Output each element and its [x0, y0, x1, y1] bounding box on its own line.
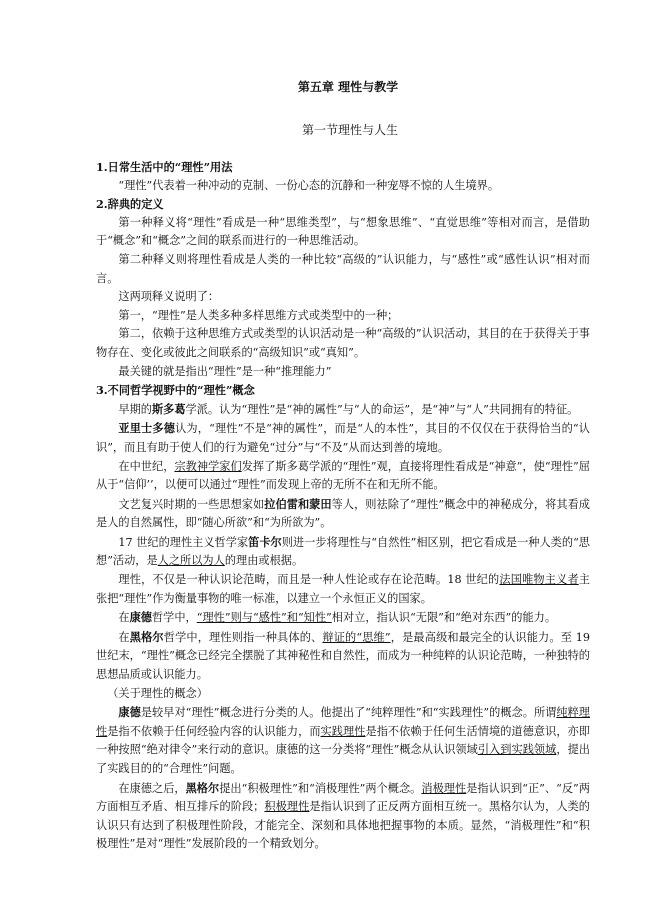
bold-term: 斯多葛 — [151, 401, 186, 416]
underlined-term: 积极理性 — [264, 800, 310, 814]
chapter-title: 第五章 理性与教学 — [297, 80, 399, 94]
text: 在中世纪， — [118, 459, 175, 473]
bold-term: 拉伯雷和蒙田 — [264, 496, 332, 511]
paragraph — [96, 571, 590, 608]
text: 是较早对“理性”概念进行分类的人。他提出了“纯粹理性”和“实践理性”的概念。所谓 — [140, 706, 557, 720]
paragraph — [96, 419, 590, 457]
bold-term: 笛卡尔 — [248, 534, 282, 549]
text: ，是最高级和最完全的认识能力。至 19 世纪末，“理性”概念已经完全摆脱了其神秘性和自然性，而成为一种纯粹的认识论范畴，一种独特的思想品质或认识能力。 — [96, 630, 590, 682]
paragraph: 第二种释义则将理性看成是人类的一种比较“高级的”认识能力，与“感性”或“感性认识”相对而言。 — [96, 252, 590, 285]
paragraph: 第一种释义将“理性”看成是一种“思维类型”，与“想象思维”、“直觉思维”等相对而言，是借助于“概念”和“概念”之间的联系而进行的一种思维活动。 — [96, 215, 590, 248]
text: 的理由或根据。 — [224, 554, 304, 568]
text: 哲学中，理性则指一种具体的、 — [163, 630, 323, 644]
heading-1: 1.日常生活中的“理性”用法 — [96, 160, 233, 174]
text: 是指不依赖于任何生活情境的道德意识，亦即一种按照“绝对律令”来行动的意识。康德的这一分类将“理性”概念从认识领域 — [96, 724, 590, 757]
text: 17 世纪的理性主义哲学家 — [118, 535, 249, 549]
heading-3: 3.不同哲学视野中的“理性”概念 — [96, 383, 255, 398]
underlined-term: “理性”则与“感性”和“知性” — [196, 611, 332, 625]
text: 文艺复兴时期的一些思想家如 — [118, 497, 265, 511]
underlined-term: 辩证的“思维” — [322, 630, 391, 644]
paragraph: 最关键的就是指出“理性”是一种“推理能力” — [118, 364, 332, 378]
text: 认为，“理性”不是“神的属性”，而是“人的本性”，其目的不仅仅在于获得恰当的“认识”，而且有助于使人们的行为避免“过分”与“不及”从而达到善的境地。 — [96, 422, 590, 454]
underlined-term: 消极理性 — [421, 781, 467, 795]
text: 是指认识到了正反两方面相互统一。黑格尔认为，人类的认识只有达到了积极理性阶段，才能完全、深刻和具体地把握事物的本质。显然，“消极理性”和“积极理性”是对“理性”发展阶段的一个精致划分。 — [96, 800, 590, 851]
text: 是指不依赖于任何经验内容的认识能力，而 — [107, 724, 321, 738]
text: 发挥了斯多葛学派的“理性”观，直接将理性看成是“神意”，使“理性”屈从于“信仰’’，以便可以通过“理性”而发现上帝的无所不在和无所不能。 — [96, 459, 590, 492]
bold-term: 亚里士多德 — [118, 421, 176, 436]
text: 则进一步将理性与“自然性”相区别，把它看成是一种人类的“思想”活动，是 — [96, 535, 590, 568]
bold-term: 康德 — [129, 610, 152, 625]
text: 主张把“理性”作为衡量事物的唯一标准，以建立一个永恒正义的国家。 — [96, 573, 590, 605]
text: 等人，则祛除了“理性”概念中的神秘成分，将其看成是人的自然属性，即“随心所欲”和“为所欲为”。 — [96, 497, 590, 530]
text: ，提出了实践目的的“合理性”问题。 — [96, 743, 590, 775]
paragraph — [96, 400, 590, 420]
text: 在 — [118, 611, 130, 625]
paragraph — [96, 703, 590, 778]
paragraph: 第二，依赖于这种思维方式或类型的认识活动是一种“高级的”认识活动，其目的在于获得关于事物存在、变化或彼此之间联系的“高级知识”或“真知”。 — [96, 327, 590, 359]
bold-term: 黑格尔 — [185, 780, 220, 795]
text: 在康德之后， — [118, 781, 186, 795]
bold-term: 黑格尔 — [129, 629, 164, 644]
paragraph — [96, 458, 590, 495]
text: 早期的 — [118, 402, 152, 416]
underlined-term: 实践理性 — [320, 724, 366, 738]
paragraph: 这两项释义说明了： — [118, 290, 220, 304]
underlined-term: 纯粹理性 — [96, 706, 590, 738]
paragraph: 第一，“理性”是人类多种多样思维方式或类型中的一种； — [118, 308, 399, 322]
text: 在 — [118, 630, 130, 644]
paragraph — [96, 779, 590, 854]
underlined-term: 人之所以为人 — [157, 554, 225, 568]
text: 相对立，指认识“无限”和“绝对东西”的能力。 — [331, 611, 557, 625]
section-title: 第一节理性与人生 — [301, 123, 398, 137]
bold-term: 康德 — [118, 705, 141, 720]
paragraph — [96, 608, 590, 628]
underlined-term: 宗教神学家们 — [174, 459, 242, 473]
text: 理性，不仅是一种认识论范畴，而且是一种人性论或存在论范畴。18 世纪的 — [118, 573, 500, 587]
heading-2: 2.辞典的定义 — [96, 197, 164, 212]
text: 哲学中， — [151, 611, 197, 625]
note: （关于理性的概念） — [107, 686, 208, 700]
underlined-term: 引入到实践领域 — [477, 743, 557, 757]
paragraph: “理性”代表着一种冲动的克制、一份心态的沉静和一种宠辱不惊的人生境界。 — [118, 178, 500, 192]
paragraph — [96, 495, 590, 533]
text: 学派。认为“理性”是“神的属性”与“人的命运”，是“神”与“人”共同拥有的特征。 — [185, 402, 579, 416]
paragraph — [96, 628, 590, 685]
underlined-term: 法国唯物主义者 — [499, 573, 579, 587]
text: 是指认识到“正”、“反”两方面相互矛盾、相互排斥的阶段； — [96, 781, 590, 814]
text: 提出“积极理性”和“消极理性”两个概念。 — [219, 781, 422, 795]
paragraph — [96, 533, 590, 571]
